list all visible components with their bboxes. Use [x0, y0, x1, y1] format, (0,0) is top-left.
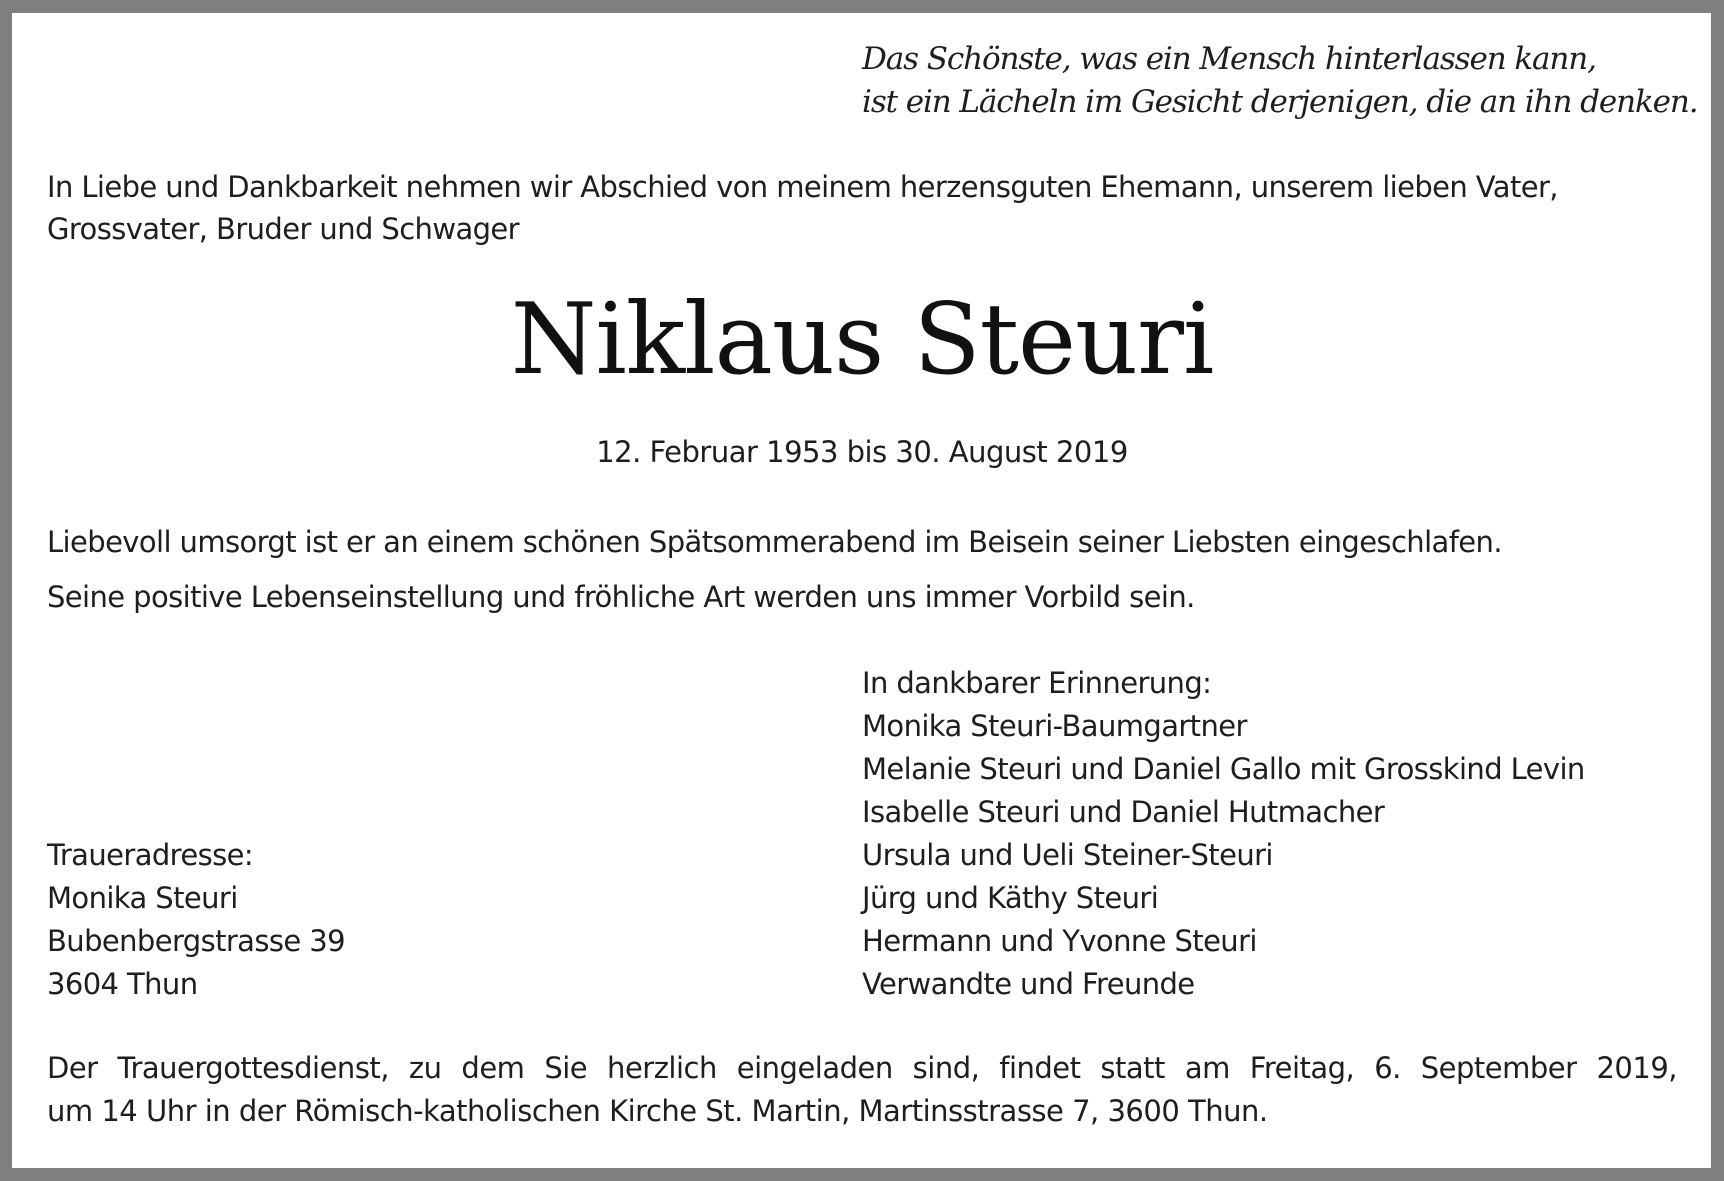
- quote-line-2: ist ein Lächeln im Gesicht derjenigen, die an ihn denken.: [862, 84, 1698, 120]
- mourner-name: Monika Steuri-Baumgartner: [862, 709, 1247, 743]
- deceased-name: Niklaus Steuri: [510, 283, 1214, 397]
- memorial-quote: [862, 38, 1698, 124]
- mourners-list: [862, 662, 1692, 1006]
- address-heading: Traueradresse:: [47, 838, 254, 872]
- mourner-name: Isabelle Steuri und Daniel Hutmacher: [862, 795, 1385, 829]
- address-street: Bubenbergstrasse 39: [47, 924, 345, 958]
- mourner-name: Hermann und Yvonne Steuri: [862, 924, 1257, 958]
- life-dates: 12. Februar 1953 bis 30. August 2019: [596, 435, 1128, 469]
- mourners-heading: In dankbarer Erinnerung:: [862, 666, 1212, 700]
- address-name: Monika Steuri: [47, 881, 238, 915]
- intro-line-2: Grossvater, Bruder und Schwager: [47, 212, 519, 246]
- mourner-name: Jürg und Käthy Steuri: [862, 881, 1159, 915]
- quote-line-1: Das Schönste, was ein Mensch hinterlassen kann,: [862, 41, 1596, 77]
- service-line-1: Der Trauergottesdienst, zu dem Sie herzlich eingeladen sind, findet statt am Freitag, 6. September 2019,: [47, 1051, 1677, 1085]
- service-line-2: um 14 Uhr in der Römisch-katholischen Kirche St. Martin, Martinsstrasse 7, 3600 Thun.: [47, 1094, 1268, 1128]
- intro-text: [47, 166, 1667, 250]
- mourning-address: [47, 834, 747, 1006]
- message-line-1: Liebevoll umsorgt ist er an einem schönen Spätsommerabend im Beisein seiner Liebsten eingeschlafen.: [47, 525, 1502, 559]
- service-notice: [47, 1047, 1677, 1133]
- message-line-2: Seine positive Lebenseinstellung und fröhliche Art werden uns immer Vorbild sein.: [47, 580, 1195, 614]
- address-city: 3604 Thun: [47, 967, 198, 1001]
- mourner-name: Verwandte und Freunde: [862, 967, 1195, 1001]
- mourner-name: Melanie Steuri und Daniel Gallo mit Grosskind Levin: [862, 752, 1585, 786]
- mourner-name: Ursula und Ueli Steiner-Steuri: [862, 838, 1273, 872]
- intro-line-1: In Liebe und Dankbarkeit nehmen wir Abschied von meinem herzensguten Ehemann, unserem lieben Vater,: [47, 170, 1558, 204]
